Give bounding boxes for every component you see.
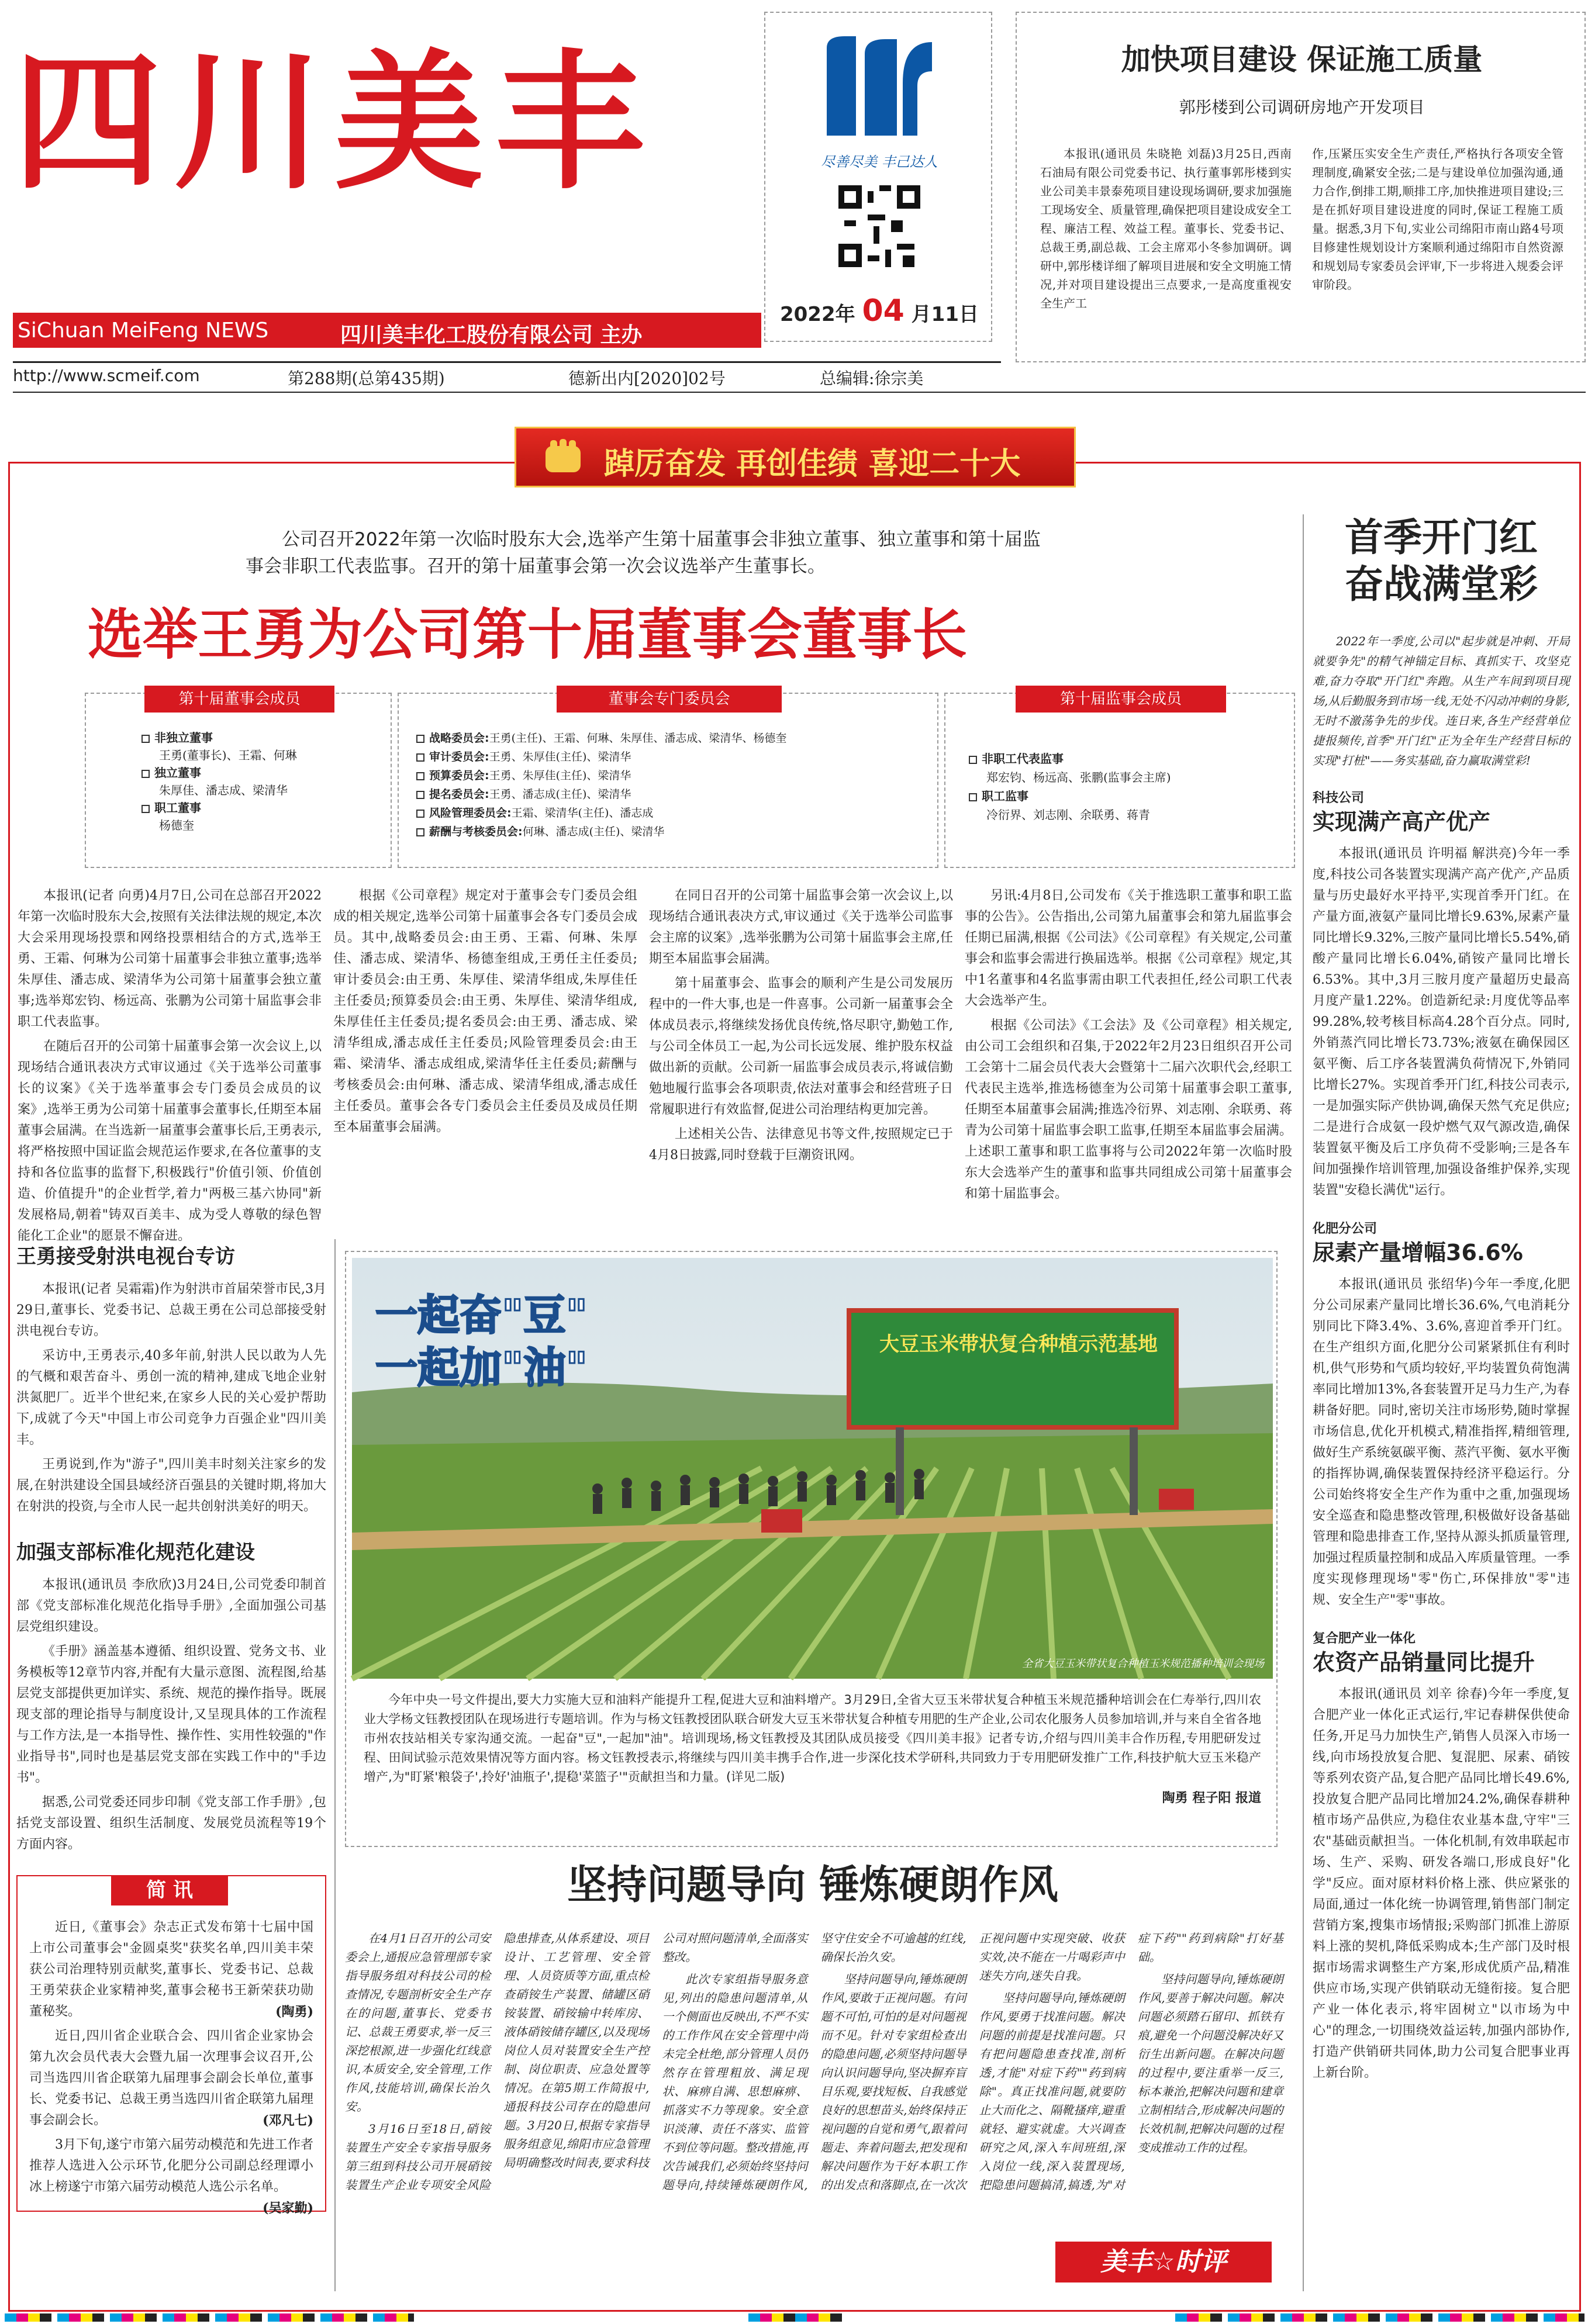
right-item-title: 农资产品销量同比提升: [1313, 1649, 1535, 1675]
lead-col-1: [18, 886, 322, 1243]
committee-names: 王勇(主任)、王霜、何琳、朱厚佳、潘志成、梁清华、杨德奎: [489, 732, 787, 745]
date-rest: 月11日: [911, 303, 979, 326]
board-label: 非独立董事: [154, 731, 213, 745]
logo-mark-icon: [815, 30, 938, 141]
board-label: 职工董事: [154, 801, 201, 815]
editorial-columns: [345, 1929, 1283, 2291]
committee-label: 风险管理委员会:: [429, 807, 512, 819]
right-item-body: 本报讯(通讯员 张绍华)今年一季度,化肥分公司尿素产量同比增长36.6%,气电消耗分别同比下降3.4%、3.6%,喜迎首季开门红。在生产组织方面,化肥分公司紧紧抓住有利时机,供气形势和气质均较好,平均装置负荷饱满率同比增加13%,各套装置开足马力生产,为春耕备好肥。同时,密切关注市场形势,随时掌握市场信息,优化开机模式,精准指挥,精细管理,做好生产系统氨碳平衡、蒸汽平衡、氨水平衡的指挥协调,确保装置保持经济平稳运行。分公司始终将安全生产作为重中之重,加强现场安全巡查和隐患整改管理,积极做好设备基础管理和隐患排查工作,坚持从源头抓质量管理,加强过程质量控制和成品入库质量管理。一季度实现修理现场"零"伤亡,环保排放"零"违规、安全生产"零"事故。: [1313, 1277, 1570, 1607]
committee-label: 审计委员会:: [429, 751, 489, 763]
board-box: [85, 690, 392, 868]
committee-list: [416, 729, 931, 841]
supervisory-label: 非职工代表监事: [982, 752, 1064, 766]
lead-para: 第十届董事会、监事会的顺利产生是公司发展历程中的一件大事,也是一件喜事。公司新一届董事会全体成员表示,将继续发扬优良传统,恪尽职守,勤勉工作,与公司全体员工一起,为公司长远发展、维护股东权益做出新的贡献。公司新一届监事会成员表示,将诚信勤勉地履行监事会各项职责,依法对董事会和经营班子日常履职进行有效监督,促进公司治理结构更加完善。: [649, 976, 953, 1117]
committee-label: 薪酬与考核委员会:: [429, 825, 523, 838]
right-item-tag: 化肥分公司: [1313, 1222, 1378, 1236]
supervisory-item: [969, 749, 1285, 768]
masthead-rule-bottom: [13, 392, 1586, 393]
editorial-para: 此次专家组指导服务意见,列出的隐患问题清单,从一个侧面也反映出,不严不实的工作作风在安全管理中尚未完全杜绝,部分管理人员仍然存在管理粗放、满足现状、麻痹自满、思想麻痹、抓落实不力等现象。安全意识淡薄、责任不落实、监管不到位等问题。整改措施,再次告诫我们,必须始终坚持问题导向,持续锤炼硬朗作风,坚守住安全不可逾越的红线,确保长治久安。: [662, 1931, 966, 2192]
supervisory-names: 冷衍界、刘志刚、余联勇、蒋青: [986, 808, 1150, 822]
masthead: [13, 12, 1586, 388]
registration-strip-mid: [748, 2313, 842, 2322]
permit-number: 德新出内[2020]02号: [568, 369, 726, 388]
supervisory-box-title: 第十届监事会成员: [1016, 686, 1226, 713]
info-line: [13, 364, 1001, 387]
brief-item: [29, 2135, 313, 2216]
committee-item: [416, 748, 931, 766]
lead-para: 根据《公司法》《工会法》及《公司章程》相关规定,由公司工会组织和召集,于2022年2月23日组织召开公司工会第十二届会员代表大会暨第十二届六次职代会,经职工代表民主选举,推选杨德奎为公司第十届董事会职工董事,任期至本届董事会届满;推选冷衍界、刘志刚、余联勇、蒋青为公司第十届监事会职工监事,任期至本届监事会届满。上述职工董事和职工监事将与公司2022年第一次临时股东大会选举产生的董事和监事共同组成公司第十届董事会和第十届监事会。: [965, 1018, 1292, 1201]
brief-text: 3月下旬,遂宁市第六届劳动模范和先进工作者推荐人选进入公示环节,化肥分公司副总经理谭小冰上榜遂宁市第六届劳动模范人选公示名单。: [29, 2138, 313, 2194]
column-badge: 美丰☆时评: [1055, 2242, 1272, 2282]
supervisory-item: [969, 787, 1285, 805]
supervisory-box: [944, 690, 1295, 868]
committee-names: 何琳、潘志成(主任)、梁清华: [522, 825, 665, 838]
main-frame-top-left: [8, 462, 515, 464]
lead-para: 上述相关公告、法律意见书等文件,按照规定已于4月8日披露,同时登载于巨潮资讯网。: [649, 1127, 953, 1163]
lead-para: 根据《公司章程》规定对于董事会专门委员会组成的相关规定,选举公司第十届董事会各专门委员会成员。其中,战略委员会:由王勇、王霜、何琳、朱厚佳、潘志成、梁清华、杨德奎组成,王勇任主任委员;审计委员会:由王勇、朱厚佳、梁清华组成,朱厚佳任主任委员;预算委员会:由王勇、朱厚佳、梁清华组成,朱厚佳任主任委员;提名委员会:由王勇、潘志成、梁清华组成,潘志成任主任委员;风险管理委员会:由王霜、梁清华、潘志成组成,梁清华任主任委员;薪酬与考核委员会:由何琳、潘志成、梁清华组成,潘志成任主任委员。董事会各专门委员会主任委员及成员任期至本届董事会届满。: [333, 888, 637, 1135]
board-names: 朱厚佳、潘志成、梁清华: [159, 783, 288, 797]
photo-caption: [364, 1690, 1261, 1806]
committee-item: [416, 804, 931, 822]
briefs-title: 简 讯: [111, 1875, 228, 1905]
brief-author: (邓凡七): [263, 2113, 313, 2128]
committee-box-title: 董事会专门委员会: [557, 686, 782, 713]
committee-label: 战略委员会:: [429, 732, 489, 745]
right-intro: 2022年一季度,公司以"起步就是冲刺、开局就要争先"的精气神锚定目标、真抓实干、攻坚克难,奋力夺取"开门红"奔跑。从生产车间到项目现场,从后勤服务到市场一线,无处不闪动冲刺的身影,无时不激荡争先的步伐。连日来,各生产经营单位捷报频传,首季"开门红"正为全年生产经营目标的实现"打桩"——务实基础,奋力赢取满堂彩!: [1313, 634, 1570, 767]
right-item-body: 本报讯(通讯员 刘辛 徐春)今年一季度,复合肥产业一体化正式运行,牢记春耕保供使命任务,开足马力加快生产,销售人员深入市场一线,向市场投放复合肥、复混肥、尿素、硝铵等系列农资产品,复合肥产品同比增长49.6%,投放复合肥产品同比增加24.2%,确保春耕种植市场产品供应,为稳住农业基本盘,守牢"三农"基础贡献担当。一体化机制,有效串联起市场、生产、采购、研发各端口,形成良好"化学"反应。面对原材料价格上涨、供应紧张的局面,通过一体化统一协调管理,销售部门制定营销方案,搜集市场情报;采购部门抓准上游原料上涨的契机,降低采购成本;生产部门及时根据市场需求调整生产方案,形成优质产品,精准供应市场,实现产供销联动无缝衔接。复合肥产业一体化表示,将牢固树立"以市场为中心"的理念,一切围绕效益运转,加强内部协作,打造产供销研共同体,助力公司复合肥事业再上新台阶。: [1313, 1687, 1570, 2080]
brief-author: (吴家勤): [263, 2201, 313, 2216]
committee-names: 王勇、朱厚佳(主任)、梁清华: [489, 751, 631, 763]
date-month: 04: [862, 293, 905, 328]
registration-strip-right: [1175, 2313, 1584, 2322]
board-list: [141, 729, 387, 834]
editorial-para: 3月16日至18日,硝铵装置生产安全专家指导服务第三组到科技公司开展硝铵装置生产企业专项安全风险隐患排查,从体系建设、项目设计、工艺管理、安全管理、人员资质等方面,重点检查硝铵生产装置、储罐区硝铵装置、硝铵输中转库房、液体硝铵储存罐区,以及现场岗位人员对装置安全生产控制、岗位职责、应急处置等情况。在第5期工作简报中,通报科技公司存在的隐患问题。3月20日,根据专家指导服务组意见,绵阳市应急管理局明确整改时间表,要求科技公司对照问题清单,全面落实整改。: [345, 1931, 808, 2192]
top-news-col2: [1312, 144, 1563, 298]
editorial-para: 在4月1日召开的公司安委会上,通报应急管理部专家指导服务组对科技公司的检查情况,专题剖析安全生产存在的问题,董事长、党委书记、总裁王勇要求,举一反三深挖根源,进一步强化红线意识,本质安全,安全管理,工作作风,技能培训,确保长治久安。: [345, 1931, 491, 2114]
news-interview-title: 王勇接受射洪电视台专访: [16, 1245, 235, 1268]
issue-date: [774, 293, 985, 328]
lead-headline: 选举王勇为公司第十届董事会董事长: [88, 603, 968, 667]
top-news-subtitle: 郭彤楼到公司调研房地产开发项目: [1179, 98, 1425, 117]
lead-col-3: [649, 886, 953, 1230]
photo-sign-text: 大豆玉米带状复合种植示范基地: [879, 1333, 1158, 1356]
brief-text: 近日,《董事会》杂志正式发布第十七届中国上市公司董事会"金圆桌奖"获奖名单,四川美丰荣获公司治理特别贡献奖,董事长、党委书记、总裁王勇荣获企业家精神奖,董事会秘书王新荣获功勋董秘奖。: [29, 1920, 313, 2019]
lead-intro: 公司召开2022年第一次临时股东大会,选举产生第十届董事会非独立董事、独立董事和第十届监事会非职工代表监事。召开的第十届董事会第一次会议选举产生董事长。: [246, 529, 1041, 577]
news-party-para: 《手册》涵盖基本遵循、组织设置、党务文书、业务模板等12章节内容,并配有大量示意图、流程图,给基层党支部提供更加详实、系统、规范的操作指导。既展现支部的理论指导与制度设计,又呈现具体的工作流程与工作方法,是一本指导性、操作性、实用性较强的"作业指导书",同时也是基层党支部在实践工作中的"手边书"。: [16, 1644, 326, 1785]
board-names: 杨德奎: [159, 818, 194, 832]
right-title-2: 奋战满堂彩: [1345, 562, 1538, 607]
brief-author: (陶勇): [275, 2004, 313, 2019]
board-item: [141, 799, 387, 817]
top-news-text-2: 作,压紧压实安全生产责任,严格执行各项安全管理制度,确紧安全弦;二是与建设单位加强沟通,通力合作,倒排工期,顺排工序,加快推进项目建设;三是在抓好项目建设进度的同时,保证工程施工质量。据悉,3月下旬,实业公司绵阳市南山路4号项目修建性规划设计方案顺利通过绵阳市自然资源和规划局专家委员会评审,下一步将进入规委会评审阶段。: [1312, 147, 1563, 292]
news-party-para: 据悉,公司党委还同步印制《党支部工作手册》,包括党支部设置、组织生活制度、发展党员流程等19个方面内容。: [16, 1795, 326, 1852]
qr-code-icon: [838, 185, 920, 267]
brief-text: 近日,四川省企业联合会、四川省企业家协会第九次会员代表大会暨九届一次理事会议召开,公司当选四川省企联第九届理事会副会长单位,董事长、党委书记、总裁王勇当选四川省企联第九届理事会副会长。: [29, 2029, 313, 2128]
editorial-para: 坚持问题导向,锤炼硬朗作风,要敢于正视问题。有问题不可怕,可怕的是对问题视而不见。针对专家组检查出的隐患问题,必须坚持问题导向认识问题导向,坚决摒弃盲目乐观,要找短板、自我感觉良好的思想苗头,始终保持正视问题的自觉和勇气,跟着问题走、奔着问题去,把发现和解决问题作为干好本职工作的出发点和落脚点,在一次次正视问题中实现突破、收获实效,决不能在一片喝彩声中迷失方向,迷失自我。: [820, 1931, 1125, 2192]
editorial-headline: 坚持问题导向 锤炼硬朗作风: [567, 1862, 1058, 1908]
board-box-title: 第十届董事会成员: [144, 686, 334, 713]
lead-col-2: [333, 886, 637, 1230]
committee-item: [416, 822, 931, 841]
main-frame-top-right: [1076, 462, 1581, 464]
chief-editor: 总编辑:徐宗美: [820, 369, 924, 388]
photo-title-2: 一起加"油": [375, 1343, 588, 1392]
supervisory-names: 郑宏钧、杨远高、张鹏(监事会主席): [986, 770, 1171, 784]
right-item-tag: 复合肥产业一体化: [1313, 1631, 1416, 1646]
masthead-red-bar: [13, 313, 761, 348]
committee-box: [398, 690, 938, 868]
logo-box: [764, 12, 992, 342]
right-item-fertilizer: [1313, 1219, 1570, 1611]
committee-item: [416, 729, 931, 748]
top-news-title: 加快项目建设 保证施工质量: [1121, 42, 1483, 77]
brief-item: [29, 2026, 313, 2131]
brief-item: [29, 1917, 313, 2022]
lead-para: 另讯:4月8日,公司发布《关于推选职工董事和职工监事的公告》。公告指出,公司第九届董事会和第九届监事会任期已届满,根据《公司法》《公司章程》有关规定,公司董事会和监事会需进行换届选举。根据《公司章程》规定,其中1名董事和4名监事需由职工代表担任,经公司职工代表大会选举产生。: [965, 888, 1292, 1008]
lead-para: 在随后召开的公司第十届董事会第一次会议上,以现场结合通讯表决方式审议通过《关于选举公司董事长的议案》《关于选举董事会专门委员会成员的议案》,选举王勇为公司第十届董事会董事长,任期至本届董事会届满。在当选新一届董事会董事长后,王勇表示,将严格按照中国证监会规范运作要求,在各位董事的支持和各位监事的监督下,积极践行"价值引领、价值创造、价值提升"的企业哲学,着力"两极三基六协同"新发展格局,朝着"铸双百美丰、成为受人尊敬的绿色智能化工企业"的愿景不懈奋进。: [18, 1039, 322, 1243]
banner-text: 踔厉奋发 再创佳绩 喜迎二十大: [604, 447, 1021, 482]
committee-label: 预算委员会:: [429, 769, 489, 782]
left-lower-column: [16, 1239, 326, 2291]
right-column-divider: [1303, 514, 1304, 2291]
news-party-title: 加强支部标准化规范化建设: [16, 1541, 255, 1564]
committee-names: 王勇、朱厚佳(主任)、梁清华: [489, 769, 631, 782]
photo-inner-caption: 全省大豆玉米带状复合种植玉米规范播种培训会现场: [1022, 1658, 1264, 1670]
board-label: 独立董事: [154, 766, 201, 780]
board-names: 王勇(董事长)、王霜、何琳: [159, 748, 297, 762]
lead-para: 本报讯(记者 向勇)4月7日,公司在总部召开2022年第一次临时股东大会,按照有关法律法规的规定,本次大会采用现场投票和网络投票相结合的方式,选举王勇、王霜、何琳为公司第十届董事会非独立董事;选举朱厚佳、潘志成、梁清华为公司第十届董事会独立董事;选举郑宏钧、杨远高、张鹏为公司第十届监事会非职工代表监事。: [18, 888, 322, 1029]
photo-feature-box: [345, 1251, 1278, 1847]
photo-credit: 陶勇 程子阳 报道: [1162, 1791, 1261, 1806]
news-party-para: 本报讯(通讯员 李欣欣)3月24日,公司党委印制首部《党支部标准化规范化指导手册》,全面加强公司基层党组织建设。: [16, 1578, 326, 1634]
photo-title-1: 一起奋"豆": [375, 1291, 588, 1340]
right-title-1: 首季开门红: [1345, 515, 1538, 560]
lead-para: 在同日召开的公司第十届监事会第一次会议上,以现场结合通讯表决方式,审议通过《关于选举公司监事会主席的议案》,选举张鹏为公司第十届监事会主席,任期至本届监事会届满。: [649, 888, 953, 966]
right-item-title: 实现满产高产优产: [1313, 809, 1491, 835]
news-interview-para: 本报讯(记者 吴霜霜)作为射洪市首届荣誉市民,3月29日,董事长、党委书记、总裁王勇在公司总部接受射洪电视台专访。: [16, 1282, 326, 1339]
left-column-divider: [334, 1239, 336, 2291]
slogan: 尽善尽美 丰己达人: [821, 154, 938, 170]
board-item: [141, 764, 387, 781]
issue-number: 第288期(总第435期): [288, 369, 445, 388]
top-news-box: [1016, 12, 1586, 362]
briefs-box: [16, 1875, 326, 2216]
right-item-tag: 科技公司: [1313, 791, 1365, 805]
committee-item: [416, 766, 931, 785]
committee-item: [416, 785, 931, 804]
right-item-title: 尿素产量增幅36.6%: [1313, 1240, 1523, 1265]
supervisory-list: [969, 749, 1285, 824]
right-item-compound: [1313, 1628, 1570, 2084]
committee-names: 王霜、梁清华(主任)、潘志成: [511, 807, 654, 819]
sponsor: 四川美丰化工股份有限公司 主办: [340, 323, 643, 347]
lead-col-4: [965, 886, 1292, 1230]
website-link[interactable]: http://www.scmeif.com: [13, 366, 200, 385]
editorial-para: 坚持问题导向,锤炼硬朗作风,要善于解决问题。解决问题必须踏石留印、抓铁有痕,避免一个问题没解决好又衍生出新问题。在解决问题的过程中,要注重举一反三,标本兼治,把解决问题和建章立制相结合,形成解决问题的长效机制,把解决问题的过程变成推动工作的过程。: [1137, 1972, 1283, 2154]
registration-strip-left: [5, 2313, 414, 2322]
top-news-col1: [1040, 144, 1292, 316]
right-column: [1313, 514, 1570, 2297]
date-year: 2022年: [779, 303, 855, 326]
right-item-tech: [1313, 788, 1570, 1201]
photo-caption-text: 今年中央一号文件提出,要大力实施大豆和油料产能提升工程,促进大豆和油料增产。3月29日,全省大豆玉米带状复合种植玉米规范播种培训会在仁寿举行,四川农业大学杨文钰教授团队在现场进行专题培训。作为与杨文钰教授团队联合研发大豆玉米带状复合种植专用肥的生产企业,公司农化服务人员参加培训,并与来自全省各地市州农技站相关专家沟通交流。一起奋"豆",一起加"油"。培训现场,杨文钰教授及其团队成员接受《四川美丰报》记者专访,介绍与四川美丰合作历程,专用肥研发过程、田间试验示范效果情况等方面内容。杨文钰教授表示,将继续与四川美丰携手合作,进一步深化技术学研科,共同致力于专用肥研发推广工作,科技护航大豆玉米稳产增产,为"盯紧'粮袋子',拎好'油瓶子',提稳'菜篮子'"贡献担当和力量。(详见二版): [364, 1693, 1261, 1784]
committee-label: 提名委员会:: [429, 788, 489, 801]
top-news-text-1: 本报讯(通讯员 朱晓艳 刘磊)3月25日,西南石油局有限公司党委书记、执行董事郭彤楼到实业公司美丰景泰苑项目建设现场调研,要求加强施工现场安全、质量管理,确保把项目建设成安全工程、廉洁工程、效益工程。董事长、党委书记、总裁王勇,副总裁、工会主席邓小冬参加调研。调研中,郭彤楼详细了解项目进展和安全文明施工情况,并对项目建设提出三点要求,一是高度重视安全生产工: [1040, 147, 1292, 310]
masthead-rule-top: [13, 361, 1001, 363]
board-item: [141, 729, 387, 746]
supervisory-label: 职工监事: [982, 789, 1028, 803]
editorial-para: 坚持问题导向,锤炼硬朗作风,要勇于找准问题。解决问题的前提是找准问题。只有把问题隐患查找准,剖析透,才能"对症下药""药到病除"。真正找准问题,就要防止大而化之、隔靴搔痒,避重就轻、避实就虚。大兴调查研究之风,深入车间班组,深入岗位一线,深入装置现场,把隐患问题搞清,搞透,为"对症下药""药到病除"打好基础。: [979, 1931, 1283, 2192]
right-item-body: 本报讯(通讯员 许明福 解洪亮)今年一季度,科技公司各装置实现满产高产优产,产品质量与历史最好水平持平,实现首季开门红。在产量方面,液氨产量同比增长9.63%,尿素产量同比增长9.32%,三胺产量同比增长5.54%,硝酸产量同比增长6.04%,硝铵产量同比增长6.53%。其中,3月三胺月度产量超历史最高月度产量1.22%。创造新纪录:月度优等品率99.28%,较考核目标高4.28个百分点。同时,外销蒸汽同比增长73.73%;液氨在确保园区氨平衡、后工序各装置满负荷情况下,外销同比增长27%。实现首季开门红,科技公司表示,一是加强实际产供协调,确保天然气充足供应;二是进行合成氨一段炉燃气双气源改造,确保装置氨平衡及后工序负荷不受影响;三是各车间加强操作培训管理,加强设备维护保养,实现装置"安稳长满优"运行。: [1313, 846, 1570, 1198]
news-interview-para: 采访中,王勇表示,40多年前,射洪人民以敢为人先的气概和艰苦奋斗、勇创一流的精神,建成飞地企业射洪氮肥厂。近半个世纪来,在家乡人民的关心爱护帮助下,成就了今天"中国上市公司竞争力百强企业"四川美丰。: [16, 1348, 326, 1447]
masthead-title: 四川美丰: [13, 35, 657, 210]
english-name: SiChuan MeiFeng NEWS: [18, 319, 269, 343]
committee-names: 王勇、潘志成(主任)、梁清华: [489, 788, 631, 801]
news-interview-para: 王勇说到,作为"游子",四川美丰时刻关注家乡的发展,在射洪建设全国县域经济百强县的关键时期,将加大在射洪的投资,与全市人民一起共创射洪美好的明天。: [16, 1457, 326, 1514]
